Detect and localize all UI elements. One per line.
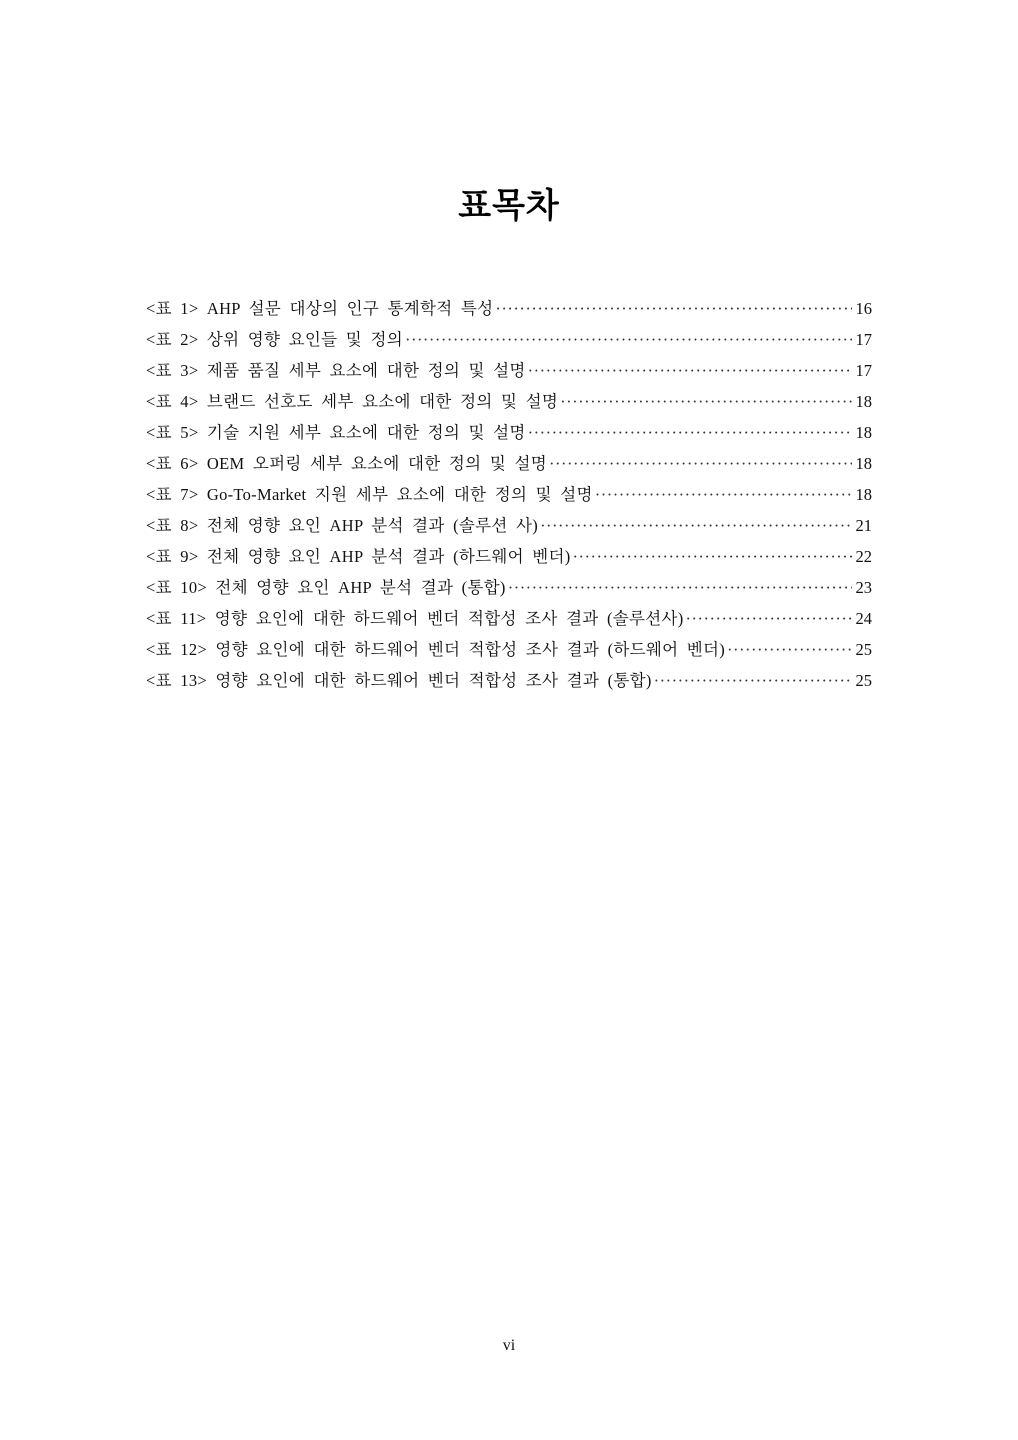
toc-entry-label: <표 9> 전체 영향 요인 AHP 분석 결과 (하드웨어 벤더)	[146, 547, 571, 566]
toc-entry-page: 17	[855, 330, 872, 349]
toc-entry-page: 21	[855, 516, 872, 535]
toc-entry[interactable]	[146, 572, 872, 603]
toc-entry-page: 18	[855, 423, 872, 442]
toc-entry[interactable]	[146, 355, 872, 386]
toc-leader-dots	[528, 417, 852, 448]
toc-entry-label: <표 5> 기술 지원 세부 요소에 대한 정의 및 설명	[146, 423, 526, 442]
toc-leader-dots	[528, 355, 852, 386]
table-of-contents	[146, 293, 872, 696]
page-number: vi	[502, 1337, 516, 1354]
toc-entry-page: 25	[855, 640, 872, 659]
toc-entry-label: <표 2> 상위 영향 요인들 및 정의	[146, 330, 403, 349]
toc-entry[interactable]	[146, 510, 872, 541]
toc-entry-label: <표 11> 영향 요인에 대한 하드웨어 벤더 적합성 조사 결과 (솔루션사)	[146, 609, 684, 628]
toc-entry[interactable]	[146, 665, 872, 696]
toc-entry[interactable]	[146, 293, 872, 324]
toc-entry-label: <표 7> Go-To-Market 지원 세부 요소에 대한 정의 및 설명	[146, 485, 593, 504]
toc-entry-page: 16	[855, 299, 872, 318]
toc-entry-page: 23	[855, 578, 872, 597]
toc-entry-label: <표 4> 브랜드 선호도 세부 요소에 대한 정의 및 설명	[146, 392, 559, 411]
page-title: 표목차	[458, 186, 560, 226]
toc-entry-page: 24	[855, 609, 872, 628]
toc-entry[interactable]	[146, 386, 872, 417]
toc-entry-label: <표 8> 전체 영향 요인 AHP 분석 결과 (솔루션 사)	[146, 516, 539, 535]
toc-entry-label: <표 12> 영향 요인에 대한 하드웨어 벤더 적합성 조사 결과 (하드웨어 벤더)	[146, 640, 726, 659]
toc-leader-dots	[654, 665, 852, 696]
toc-entry[interactable]	[146, 417, 872, 448]
toc-entry-label: <표 13> 영향 요인에 대한 하드웨어 벤더 적합성 조사 결과 (통합)	[146, 671, 652, 690]
toc-entry[interactable]	[146, 603, 872, 634]
toc-leader-dots	[686, 603, 852, 634]
toc-leader-dots	[495, 293, 852, 324]
toc-entry-label: <표 1> AHP 설문 대상의 인구 통계학적 특성	[146, 299, 494, 318]
toc-leader-dots	[405, 324, 852, 355]
toc-entry-page: 18	[855, 454, 872, 473]
toc-leader-dots	[549, 448, 852, 479]
toc-entry[interactable]	[146, 448, 872, 479]
toc-leader-dots	[540, 510, 852, 541]
toc-leader-dots	[560, 386, 852, 417]
toc-entry-page: 25	[855, 671, 872, 690]
toc-entry-page: 22	[855, 547, 872, 566]
toc-entry-page: 18	[855, 392, 872, 411]
toc-entry[interactable]	[146, 479, 872, 510]
toc-entry-page: 17	[855, 361, 872, 380]
toc-entry-page: 18	[855, 485, 872, 504]
toc-leader-dots	[573, 541, 852, 572]
toc-leader-dots	[595, 479, 852, 510]
toc-leader-dots	[727, 634, 852, 665]
toc-entry-label: <표 3> 제품 품질 세부 요소에 대한 정의 및 설명	[146, 361, 526, 380]
toc-leader-dots	[508, 572, 852, 603]
toc-entry[interactable]	[146, 541, 872, 572]
toc-entry[interactable]	[146, 324, 872, 355]
toc-entry-label: <표 10> 전체 영향 요인 AHP 분석 결과 (통합)	[146, 578, 506, 597]
toc-entry-label: <표 6> OEM 오퍼링 세부 요소에 대한 정의 및 설명	[146, 454, 547, 473]
toc-entry[interactable]	[146, 634, 872, 665]
